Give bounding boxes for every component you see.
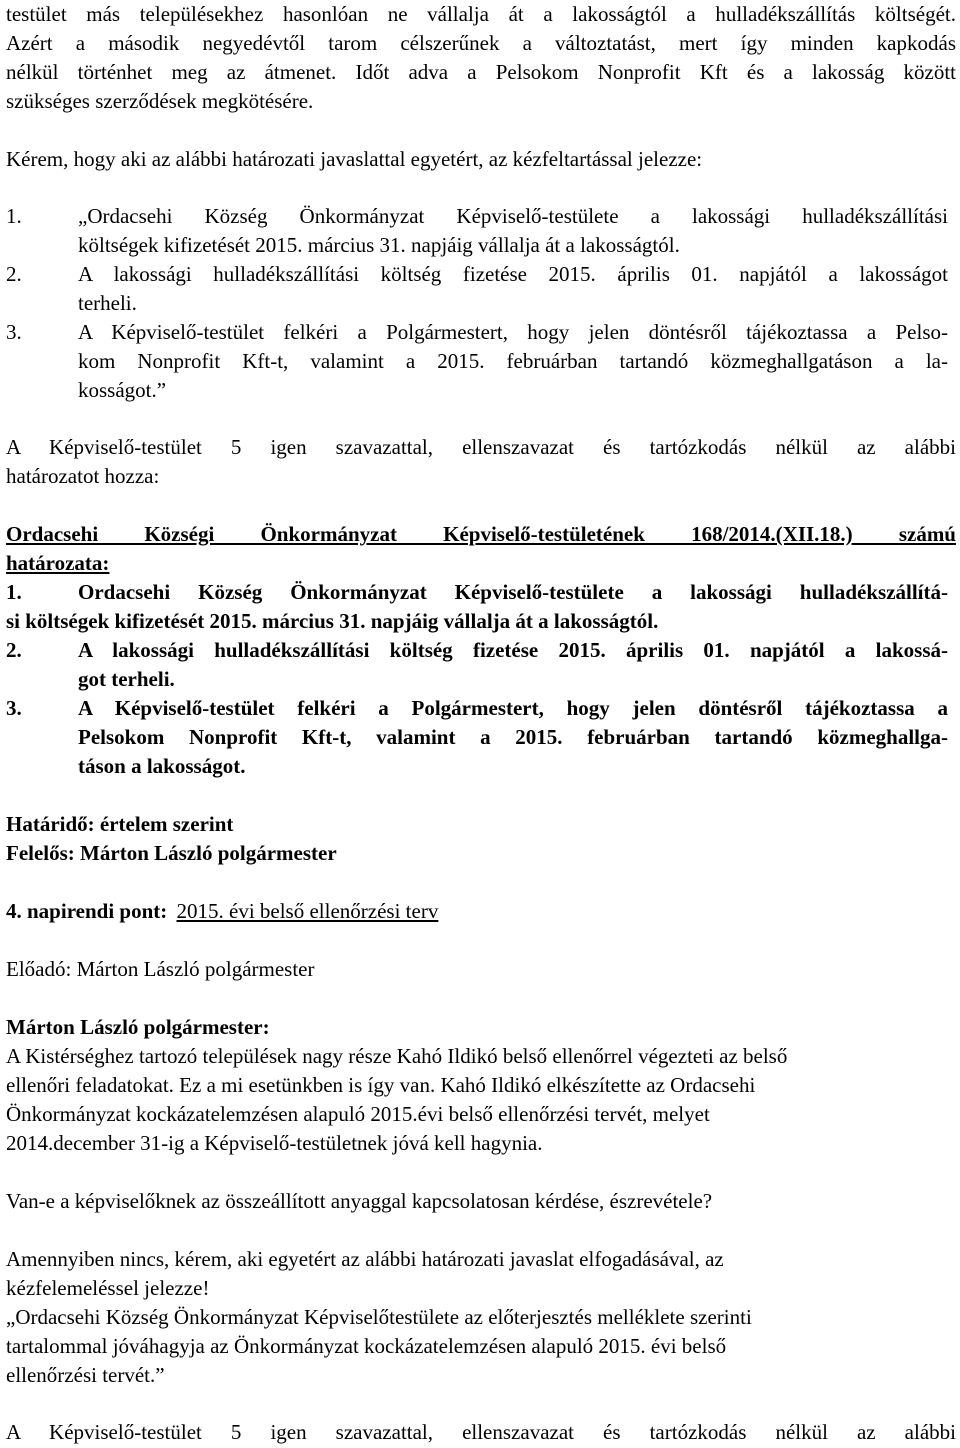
speech-line: 2014.december 31-ig a Képviselő-testületnek jóvá kell hagynia. xyxy=(6,1131,543,1155)
deadline: Határidő: értelem szerint xyxy=(6,812,234,836)
question-line: Van-e a képviselőknek az összeállított anyaggal kapcsolatosan kérdése, észrevétele? xyxy=(6,1189,713,1213)
request-line: ellenőrzési tervét.” xyxy=(6,1363,165,1387)
speech-line: A Kistérséghez tartozó települések nagy része Kahó Ildikó belső ellenőrrel végezteti az belső xyxy=(6,1044,788,1068)
list-item-text: táson a lakosságot. xyxy=(78,754,246,778)
intro-line: testület más településekhez hasonlóan ne vállalja át a lakosságtól a hulladékszállítás költségét. xyxy=(6,2,956,26)
list-number: 1. xyxy=(6,580,22,604)
intro-line: szükséges szerződések megkötésére. xyxy=(6,89,314,113)
request-line: kézfelemeléssel jelezze! xyxy=(6,1276,210,1300)
request-line: „Ordacsehi Község Önkormányzat Képviselőtestülete az előterjesztés melléklete szerinti xyxy=(6,1305,752,1329)
request-line: Kérem, hogy aki az alábbi határozati javaslattal egyetért, az kézfeltartással jelezze: xyxy=(6,147,703,171)
list-item-text: si költségek kifizetését 2015. március 31. napjáig vállalja át a lakosságtól. xyxy=(6,609,659,633)
vote-line: A Képviselő-testület 5 igen szavazattal, ellenszavazat és tartózkodás nélkül az alábbi xyxy=(6,1420,956,1444)
list-number: 2. xyxy=(6,262,22,286)
list-item-text: A lakossági hulladékszállítási költség fizetése 2015. április 01. napjától a lakosságot xyxy=(78,262,948,286)
list-number: 3. xyxy=(6,320,22,344)
agenda-label: 4. napirendi pont: xyxy=(6,899,168,923)
list-item-text: got terheli. xyxy=(78,667,175,691)
list-number: 3. xyxy=(6,696,22,720)
list-item-text: Ordacsehi Község Önkormányzat Képviselő-testülete a lakossági hulladékszállítá- xyxy=(78,580,948,604)
agenda-title: 2015. évi belső ellenőrzési terv xyxy=(176,899,439,923)
list-item-text: kom Nonprofit Kft-t, valamint a 2015. februárban tartandó közmeghallgatáson a la- xyxy=(78,349,948,373)
speech-line: ellenőri feladatokat. Ez a mi esetünkben is így van. Kahó Ildikó elkészítette az Ordacsehi xyxy=(6,1073,756,1097)
list-item-text: A lakossági hulladékszállítási költség fizetése 2015. április 01. napjától a lakossá- xyxy=(78,638,948,662)
request-line: Amennyiben nincs, kérem, aki egyetért az alábbi határozati javaslat elfogadásával, az xyxy=(6,1247,724,1271)
list-item-text: terheli. xyxy=(78,291,137,315)
vote-line: határozatot hozza: xyxy=(6,464,160,488)
list-item-text: költségek kifizetését 2015. március 31. napjáig vállalja át a lakosságtól. xyxy=(78,233,680,257)
list-number: 2. xyxy=(6,638,22,662)
list-item-text: A Képviselő-testület felkéri a Polgármestert, hogy jelen döntésről tájékoztassa a Pelso- xyxy=(78,320,948,344)
list-item-text: „Ordacsehi Község Önkormányzat Képviselő-testülete a lakossági hulladékszállítási xyxy=(78,204,948,228)
responsible: Felelős: Márton László polgármester xyxy=(6,841,337,865)
request-line: tartalommal jóváhagyja az Önkormányzat kockázatelemzésen alapuló 2015. évi belső xyxy=(6,1334,727,1358)
intro-line: nélkül történhet meg az átmenet. Időt adva a Pelsokom Nonprofit Kft és a lakosság között xyxy=(6,60,956,84)
presenter: Előadó: Márton László polgármester xyxy=(6,957,315,981)
list-item-text: A Képviselő-testület felkéri a Polgármestert, hogy jelen döntésről tájékoztassa a xyxy=(78,696,948,720)
list-item-text: Pelsokom Nonprofit Kft-t, valamint a 2015. februárban tartandó közmeghallga- xyxy=(78,725,948,749)
vote-line: A Képviselő-testület 5 igen szavazattal, ellenszavazat és tartózkodás nélkül az alábbi xyxy=(6,435,956,459)
agenda-heading xyxy=(6,899,438,923)
resolution-heading: Ordacsehi Községi Önkormányzat Képviselő-testületének 168/2014.(XII.18.) számú xyxy=(6,522,956,546)
intro-line: Azért a második negyedévtől tarom célszerűnek a változtatást, mert így minden kapkodás xyxy=(6,31,956,55)
resolution-heading: határozata: xyxy=(6,551,110,575)
list-item-text: kosságot.” xyxy=(78,378,167,402)
speaker-label: Márton László polgármester: xyxy=(6,1015,270,1039)
list-number: 1. xyxy=(6,204,22,228)
speech-line: Önkormányzat kockázatelemzésen alapuló 2015.évi belső ellenőrzési tervét, melyet xyxy=(6,1102,710,1126)
